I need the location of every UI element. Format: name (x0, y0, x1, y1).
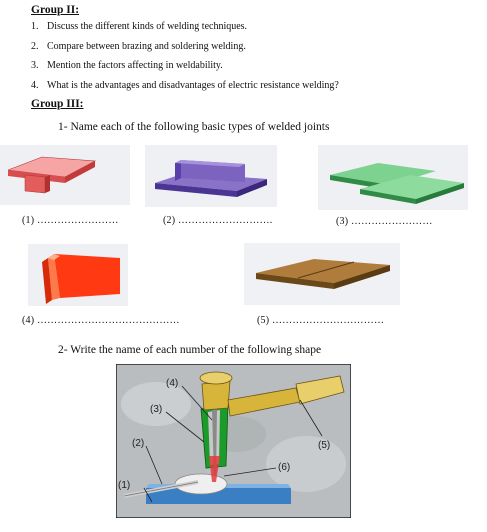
group3-heading: Group III: (31, 98, 84, 110)
question-number: 2. (31, 41, 39, 52)
joint-figure-1 (0, 145, 130, 205)
joint-figure-2 (145, 145, 277, 207)
joint-label-2: (2) ………………………. (163, 215, 273, 226)
question-text: What is the advantages and disadvantages of electric resistance welding? (47, 80, 339, 91)
torch-label-4: (4) (166, 378, 179, 389)
joint-label-1: (1) …………………… (22, 215, 119, 226)
question-text: Discuss the different kinds of welding techniques. (47, 21, 248, 32)
torch-label-1: (1) (118, 480, 131, 491)
question-4 (31, 80, 339, 91)
torch-label-3: (3) (150, 404, 163, 415)
question-number: 1. (31, 21, 39, 32)
welding-torch-figure (116, 364, 351, 518)
joint-label-4: (4) …………………………………… (22, 315, 180, 326)
joint-figure-5 (244, 243, 400, 305)
question-1 (31, 21, 247, 32)
joint-figure-4 (28, 244, 128, 306)
question-number: 4. (31, 80, 39, 91)
joint-label-5: (5) …………………………… (257, 315, 385, 326)
torch-label-2: (2) (132, 438, 145, 449)
question-3 (31, 60, 223, 71)
torch-label-5: (5) (318, 440, 331, 451)
question-text: Compare between brazing and soldering welding. (47, 41, 246, 52)
torch-label-6: (6) (278, 462, 291, 473)
question-2 (31, 41, 246, 52)
group2-heading: Group II: (31, 4, 80, 16)
question-number: 3. (31, 60, 39, 71)
question-name-joints: 1- Name each of the following basic types of welded joints (58, 121, 330, 133)
joint-figure-3 (318, 145, 468, 210)
question-name-torch: 2- Write the name of each number of the following shape (58, 344, 322, 356)
question-text: Mention the factors affecting in weldability. (47, 60, 223, 71)
joint-label-3: (3) …………………… (336, 216, 433, 227)
